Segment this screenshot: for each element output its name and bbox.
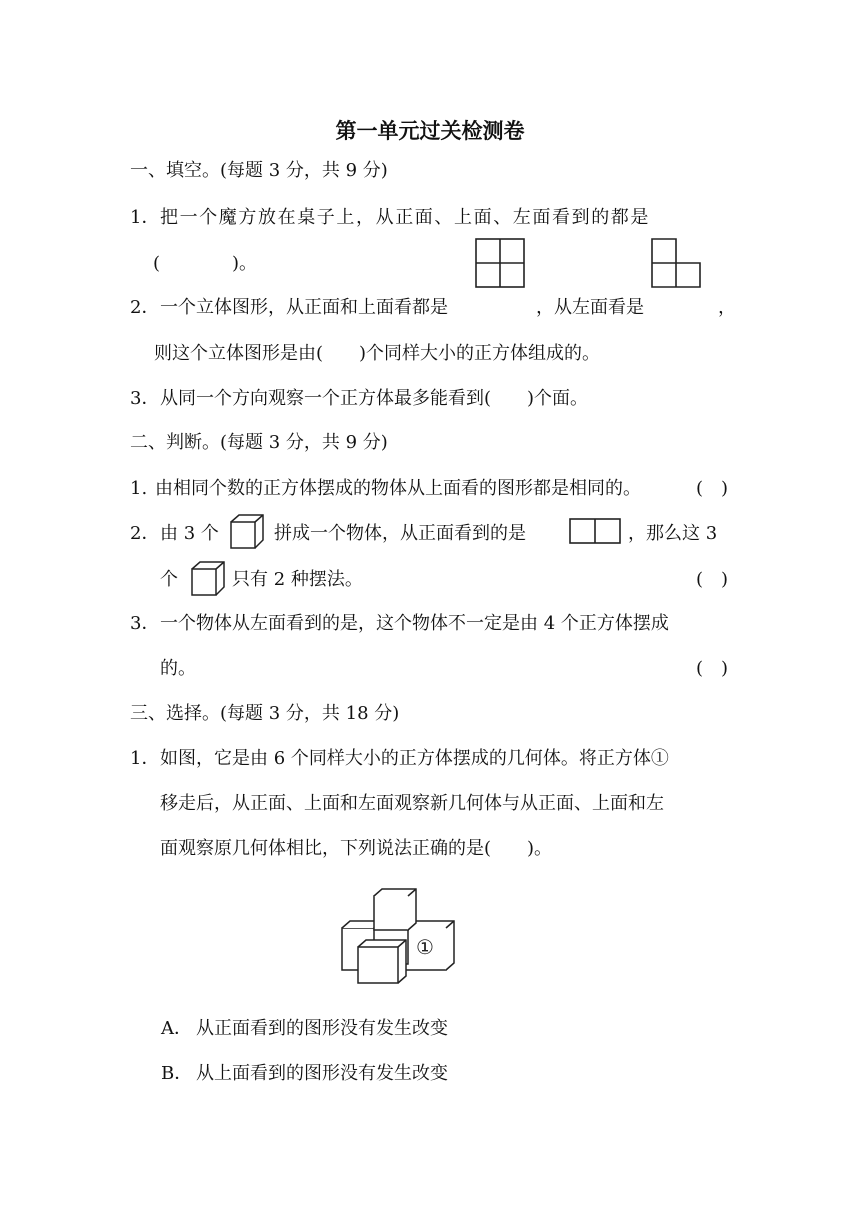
front-view-2x2-grid-figure (475, 238, 525, 288)
s2-q2-text-c: ，那么这 3 (628, 523, 718, 544)
option-a-key: A． (161, 1018, 192, 1039)
page-title: 第一单元过关检测卷 (335, 119, 525, 143)
s2-q1-text: 由相同个数的正方体摆成的物体从上面看的图形都是相同的。 (155, 478, 641, 499)
six-cube-solid-figure (336, 884, 460, 984)
s1-q1-answer-blank: ( )。 (153, 253, 258, 274)
s2-q3-answer-bracket: ( ) (695, 658, 728, 679)
s2-q2-text-b: 拼成一个物体，从正面看到的是 (274, 523, 526, 544)
s1-q2-text-a: 一个立体图形，从正面和上面看都是 (160, 297, 448, 318)
cube-label: ① (416, 935, 434, 959)
s3-q1-number: 1． (130, 748, 160, 769)
s1-q1-number: 1． (130, 207, 160, 228)
s1-q1-text: 把一个魔方放在桌子上，从正面、上面、左面看到的都是 (160, 207, 650, 228)
s3-q1-text-line1: 如图，它是由 6 个同样大小的正方体摆成的几何体。将正方体① (160, 748, 669, 769)
option-a-text: 从正面看到的图形没有发生改变 (196, 1018, 448, 1039)
s1-q2-text-c: ， (718, 297, 736, 318)
section-2-heading: 二、判断。(每题 3 分，共 9 分) (130, 432, 388, 453)
s1-q2-text-line2: 则这个立体图形是由( )个同样大小的正方体组成的。 (154, 343, 601, 364)
s1-q2-text-b: ，从左面看是 (536, 297, 644, 318)
cube-icon (190, 560, 226, 598)
two-squares-front-view-figure (569, 518, 621, 544)
s1-q3-number: 3． (130, 388, 160, 409)
s1-q3-text: 从同一个方向观察一个正方体最多能看到( )个面。 (160, 388, 589, 409)
option-b-text: 从上面看到的图形没有发生改变 (196, 1063, 448, 1084)
cube-icon (229, 513, 265, 551)
option-b-key: B． (161, 1063, 193, 1084)
s3-q1-text-line2: 移走后，从正面、上面和左面观察新几何体与从正面、上面和左 (160, 793, 664, 814)
s2-q3-number: 3． (130, 613, 160, 634)
s2-q3-text-line2: 的。 (160, 658, 196, 679)
s2-q1-answer-bracket: ( ) (695, 478, 728, 499)
section-1-heading: 一、填空。(每题 3 分，共 9 分) (130, 160, 388, 181)
section-3-heading: 三、选择。(每题 3 分，共 18 分) (130, 703, 400, 724)
s3-q1-text-line3: 面观察原几何体相比，下列说法正确的是( )。 (160, 838, 553, 859)
s2-q1-number: 1. (130, 478, 148, 499)
l-shape-view-figure (651, 238, 701, 288)
s1-q2-number: 2． (130, 297, 160, 318)
s2-q2-answer-bracket: ( ) (695, 569, 728, 590)
s2-q2-text-a: 由 3 个 (160, 523, 219, 544)
s2-q2-number: 2． (130, 523, 160, 544)
s2-q3-text: 一个物体从左面看到的是，这个物体不一定是由 4 个正方体摆成 (160, 613, 669, 634)
s2-q2-line2-b: 只有 2 种摆法。 (232, 569, 363, 590)
s2-q2-line2-a: 个 (160, 569, 178, 590)
